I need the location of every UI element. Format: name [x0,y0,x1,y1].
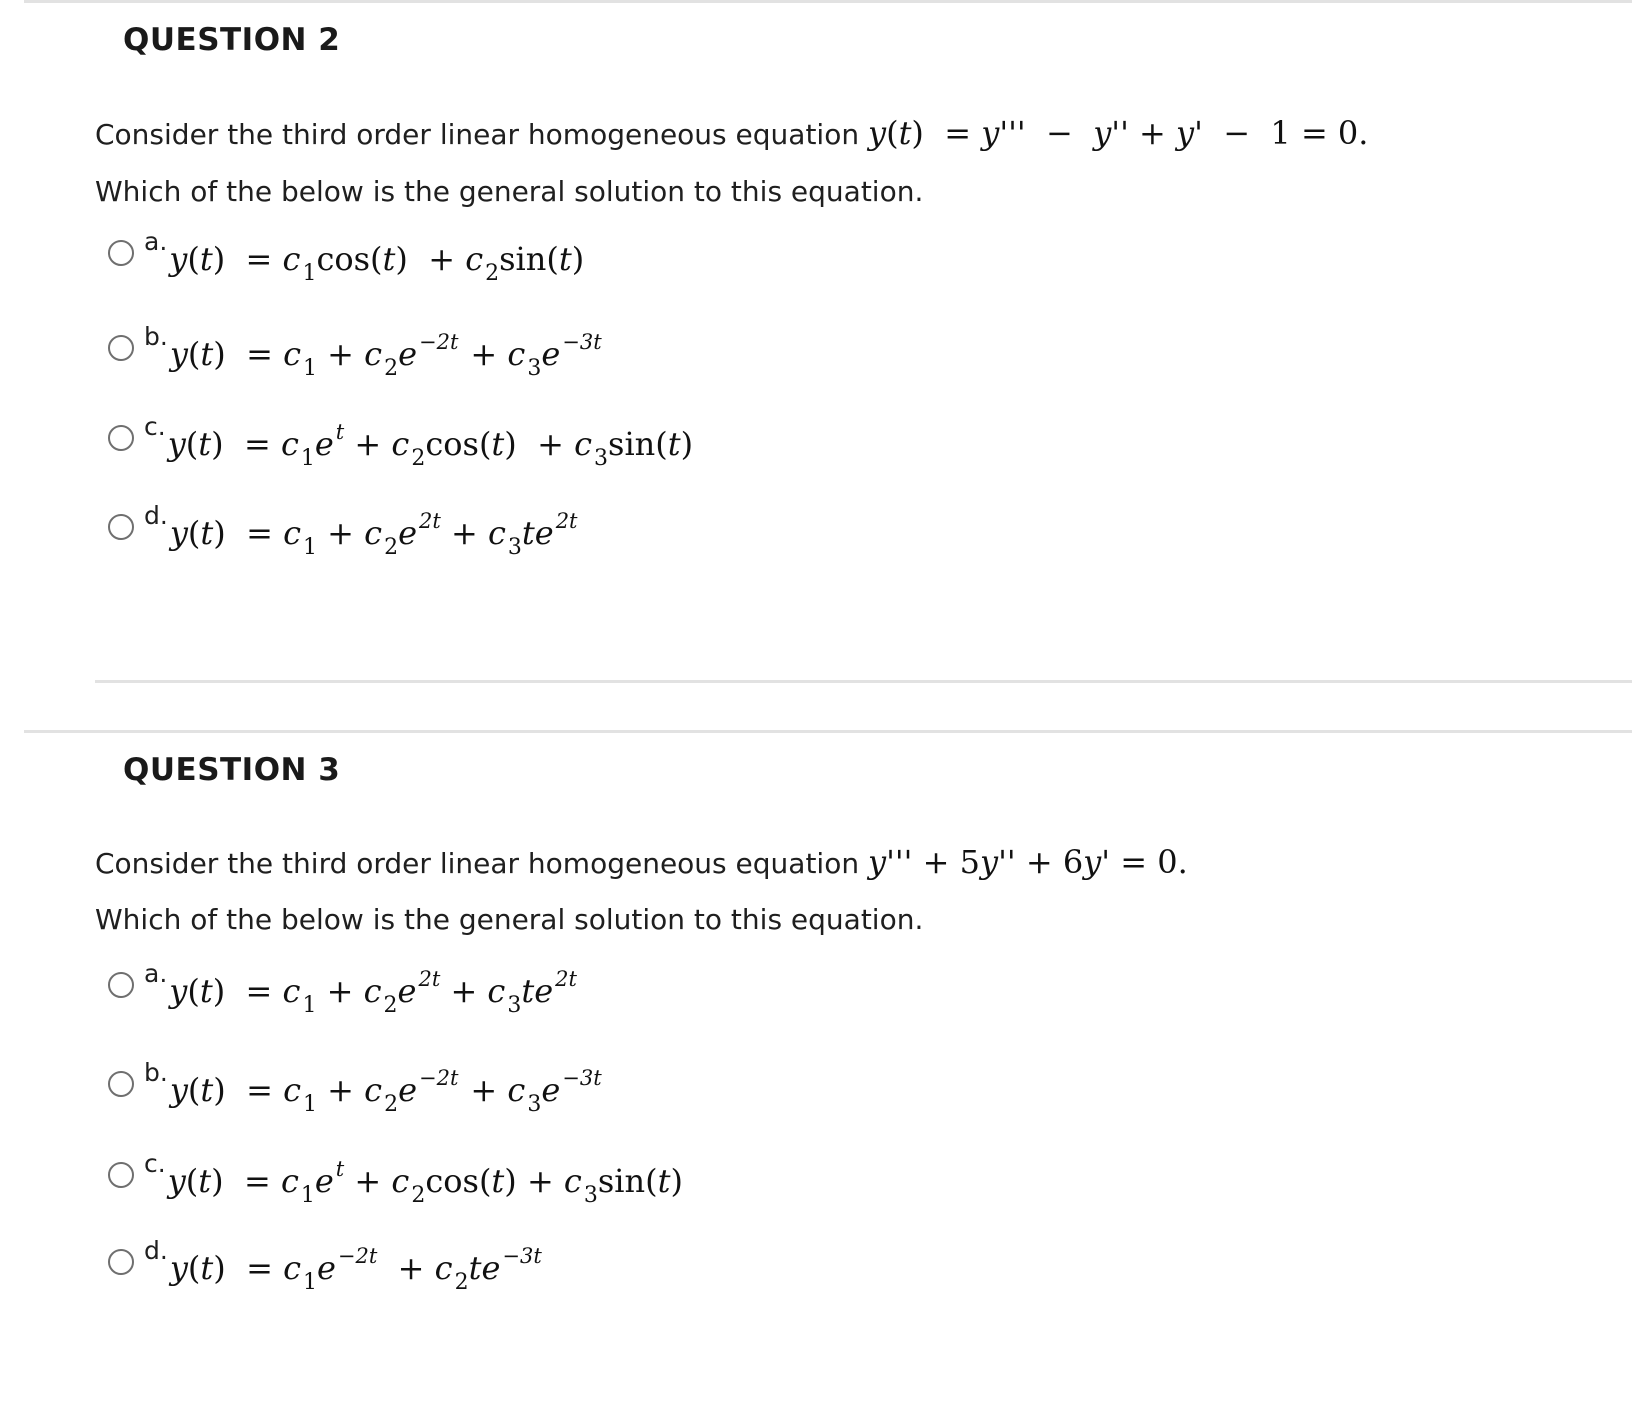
question-3-prompt [95,843,1188,881]
question-2-prompt [95,114,1368,152]
option-answer: $y(t) = c_1\cos(t) + c_2\sin(t)$ [169,240,585,286]
question-2-option-a[interactable] [108,223,585,286]
option-answer: $y(t) = c_1 + c_2e^{-2t} + c_3e^{-3t}$ [169,330,602,381]
question-3-option-b[interactable] [108,1054,602,1117]
question-2-prompt-text: Consider the third order linear homogeneous equation [95,118,860,151]
option-answer: $y(t) = c_1 + c_2e^{-2t} + c_3e^{-3t}$ [169,1066,602,1117]
option-label: b. [144,322,168,351]
option-label: c. [144,412,166,441]
option-answer: $y(t) = c_1 + c_2e^{2t} + c_3te^{2t}$ [169,967,577,1018]
question-3-prompt-text: Consider the third order linear homogeneous equation [95,847,860,880]
option-label: d. [144,501,168,530]
radio-button[interactable] [108,514,134,540]
question-2-title: QUESTION 2 [123,22,341,58]
option-label: a. [144,227,168,256]
option-answer: $y(t) = c_1e^{-2t} + c_2te^{-3t}$ [169,1244,542,1295]
radio-button[interactable] [108,972,134,998]
question-2-option-c[interactable] [108,408,694,471]
option-answer: $y(t) = c_1e^t + c_2\cos(t) + c_3\sin(t)$ [167,420,694,471]
question-2-instruction: Which of the below is the general solution to this equation. [95,175,924,208]
radio-button[interactable] [108,1249,134,1275]
question-2-bottom-divider [95,680,1632,683]
radio-button[interactable] [108,240,134,266]
option-label: b. [144,1058,168,1087]
question-3-equation: y''' + 5y'' + 6y' = 0. [868,843,1188,881]
option-answer: $y(t) = c_1e^t + c_2\cos(t) + c_3\sin(t)$ [167,1157,683,1208]
question-2-option-d[interactable] [108,497,578,560]
question-3-option-a[interactable] [108,955,577,1018]
radio-button[interactable] [108,1162,134,1188]
question-2-option-b[interactable] [108,318,602,381]
option-answer: $y(t) = c_1 + c_2e^{2t} + c_3te^{2t}$ [169,509,578,560]
question-3-option-c[interactable] [108,1145,683,1208]
option-label: a. [144,959,168,988]
option-label: c. [144,1149,166,1178]
question-3-instruction: Which of the below is the general solution to this equation. [95,903,924,936]
question-3-top-divider [24,730,1632,733]
radio-button[interactable] [108,1071,134,1097]
question-3-option-d[interactable] [108,1232,542,1295]
radio-button[interactable] [108,335,134,361]
radio-button[interactable] [108,425,134,451]
question-3-title: QUESTION 3 [123,752,341,788]
top-divider [24,0,1632,3]
option-label: d. [144,1236,168,1265]
question-2-equation: y(t) = y''' − y'' + y' − 1 = 0. [868,114,1369,152]
